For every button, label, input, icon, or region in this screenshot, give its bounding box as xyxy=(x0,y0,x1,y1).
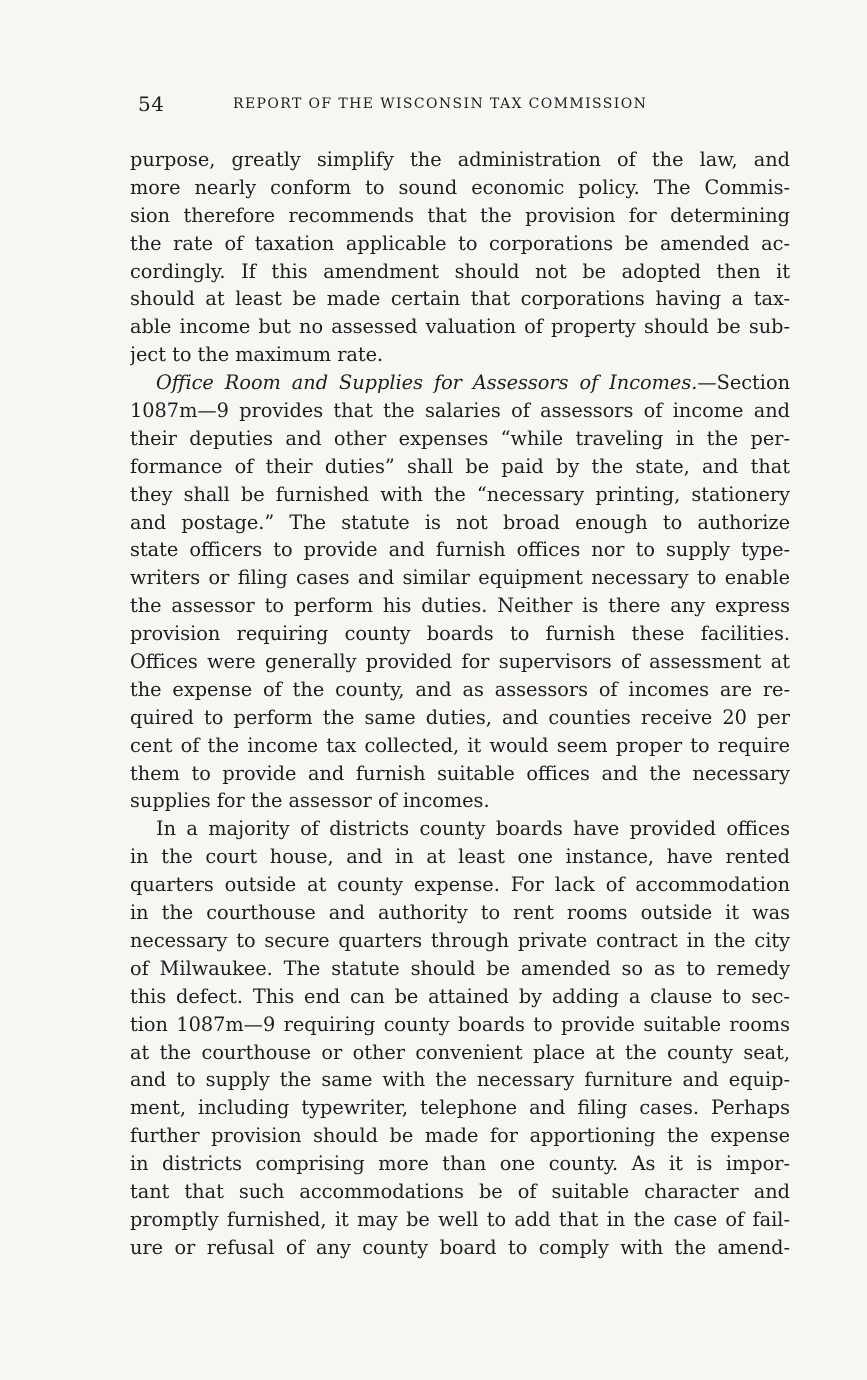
text-line: cent of the income tax collected, it would seem proper to require xyxy=(130,733,790,757)
page-header xyxy=(138,88,790,120)
text-line: more nearly conform to sound economic policy. The Commis- xyxy=(130,175,790,199)
text-line: in districts comprising more than one county. As it is impor- xyxy=(130,1152,790,1176)
text-line: of Milwaukee. The statute should be amended so as to remedy xyxy=(130,956,790,980)
text-line: promptly furnished, it may be well to add that in the case of fail- xyxy=(130,1207,790,1231)
text-line: the assessor to perform his duties. Neither is there any express xyxy=(130,594,790,618)
text-line: Offices were generally provided for supervisors of assessment at xyxy=(130,650,790,674)
body-text xyxy=(130,146,790,1262)
text-line: their deputies and other expenses “while traveling in the per- xyxy=(130,426,790,450)
text-line: sion therefore recommends that the provision for determining xyxy=(130,203,790,227)
text-line: 1087m—9 provides that the salaries of assessors of income and xyxy=(130,399,790,423)
text-line: they shall be furnished with the “necessary printing, stationery xyxy=(130,482,790,506)
text-line: further provision should be made for apportioning the expense xyxy=(130,1124,790,1148)
text-line: provision requiring county boards to furnish these facilities. xyxy=(130,622,790,646)
section-heading-rest: —Section xyxy=(697,371,790,395)
section-heading: Office Room and Supplies for Assessors of Incomes. xyxy=(156,371,698,395)
text-line: the expense of the county, and as assessors of incomes are re- xyxy=(130,677,790,701)
text-line: tant that such accommodations be of suitable character and xyxy=(130,1179,790,1203)
text-line: should at least be made certain that corporations having a tax- xyxy=(130,287,790,311)
text-line: necessary to secure quarters through private contract in the city xyxy=(130,928,790,952)
text-line: quarters outside at county expense. For lack of accommodation xyxy=(130,873,790,897)
text-line: supplies for the assessor of incomes. xyxy=(130,789,490,813)
text-line: tion 1087m—9 requiring county boards to provide suitable rooms xyxy=(130,1012,790,1036)
text-line: cordingly. If this amendment should not be adopted then it xyxy=(130,259,790,283)
text-line: this defect. This end can be attained by adding a clause to sec- xyxy=(130,984,790,1008)
text-line: ment, including typewriter, telephone and filing cases. Perhaps xyxy=(130,1096,790,1120)
text-line: the rate of taxation applicable to corporations be amended ac- xyxy=(130,231,790,255)
text-line: formance of their duties” shall be paid by the state, and that xyxy=(130,454,790,478)
section-heading-line xyxy=(130,369,790,397)
text-line: In a majority of districts county boards have provided offices xyxy=(156,817,790,841)
text-line: purpose, greatly simplify the administration of the law, and xyxy=(130,148,790,171)
text-line: state officers to provide and furnish offices nor to supply type- xyxy=(130,538,790,562)
text-line: in the court house, and in at least one instance, have rented xyxy=(130,845,790,869)
text-line: them to provide and furnish suitable offices and the necessary xyxy=(130,761,790,785)
text-line: in the courthouse and authority to rent rooms outside it was xyxy=(130,901,790,925)
text-line: and to supply the same with the necessary furniture and equip- xyxy=(130,1068,790,1092)
running-title: REPORT OF THE WISCONSIN TAX COMMISSION xyxy=(233,96,648,112)
text-line: quired to perform the same duties, and counties receive 20 per xyxy=(130,705,790,729)
text-line: ure or refusal of any county board to comply with the amend- xyxy=(130,1235,790,1259)
text-line: able income but no assessed valuation of property should be sub- xyxy=(130,315,790,339)
text-line: at the courthouse or other convenient place at the county seat, xyxy=(130,1040,790,1064)
page-number: 54 xyxy=(138,92,165,116)
text-line: and postage.” The statute is not broad enough to authorize xyxy=(130,510,790,534)
text-line: writers or filing cases and similar equipment necessary to enable xyxy=(130,566,790,590)
text-line: ject to the maximum rate. xyxy=(130,343,384,367)
